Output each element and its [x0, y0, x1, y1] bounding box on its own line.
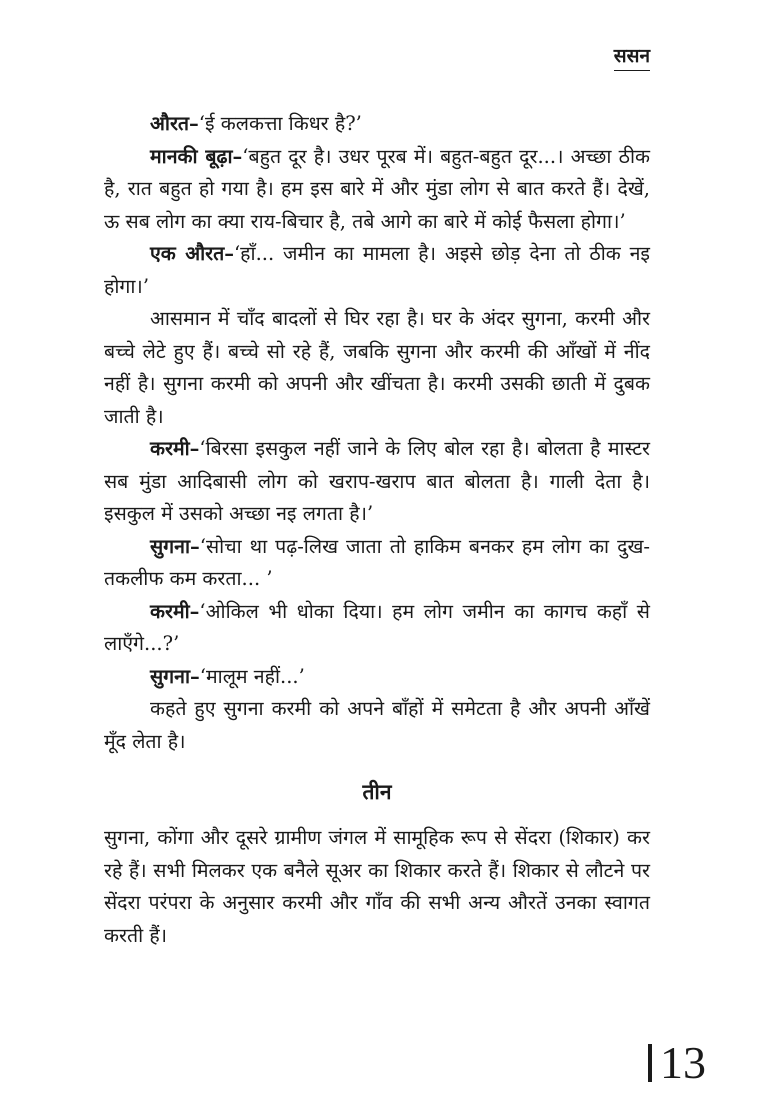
- dialogue-paragraph: [104, 108, 650, 141]
- dialogue-paragraph: [104, 596, 650, 661]
- dialogue-paragraph: [104, 433, 650, 531]
- page-number: [648, 1037, 706, 1088]
- dialogue-paragraph: [104, 531, 650, 596]
- paragraph-text: ‘ओकिल भी धोका दिया। हम लोग जमीन का कागच कहाँ से लाएँगे...?’: [104, 599, 650, 655]
- narration-paragraph: [104, 303, 650, 433]
- speaker-name: सुगना–: [150, 664, 200, 688]
- speaker-name: एक औरत–: [150, 242, 234, 265]
- paragraph-text: ‘मालूम नहीं...’: [199, 664, 305, 688]
- speaker-name: सुगना–: [150, 534, 200, 558]
- dialogue-paragraph: [104, 238, 650, 303]
- dialogue-paragraph: [104, 141, 650, 239]
- speaker-name: करमी–: [150, 599, 200, 623]
- paragraph-text: ‘सोचा था पढ़-लिख जाता तो हाकिम बनकर हम लोग का दुख-तकलीफ कम करता... ’: [104, 534, 650, 590]
- dialogue-paragraph: [104, 661, 650, 694]
- paragraph-text: आसमान में चाँद बादलों से घिर रहा है। घर के अंदर सुगना, करमी और बच्चे लेटे हुए हैं। बच्चे सो रहे हैं, जबकि सुगना और करमी की आँखों में नींद नहीं है। सुगना करमी को अपनी और खींचता है। करमी उसकी छाती में दुबक जाती है।: [104, 307, 650, 428]
- page-body: [104, 108, 650, 952]
- section-heading: तीन: [362, 779, 392, 804]
- section-paragraph: सुगना, कोंगा और दूसरे ग्रामीण जंगल में सामूहिक रूप से सेंदरा (शिकार) कर रहे हैं। सभी मिलकर एक बनैले सूअर का शिकार करते हैं। शिकार से लौटने पर सेंदरा परंपरा के अनुसार करमी और गाँव की सभी अन्य औरतें उनका स्वागत करती हैं।: [104, 826, 650, 947]
- paragraph-text: ‘हाँ... जमीन का मामला है। अइसे छोड़ देना तो ठीक नइ होगा।’: [104, 242, 650, 298]
- paragraph-text: ‘बिरसा इसकुल नहीं जाने के लिए बोल रहा है। बोलता है मास्टर सब मुंडा आदिबासी लोग को खराप-खराप बात बोलता है। गाली देता है। इसकुल में उसको अच्छा नइ लगता है।’: [104, 437, 650, 525]
- folio-bar-divider: [648, 1044, 652, 1082]
- page-number-text: 13: [660, 1037, 706, 1088]
- speaker-name: मानकी बूढ़ा–: [150, 144, 243, 168]
- paragraph-text: ‘बहुत दूर है। उधर पूरब में। बहुत-बहुत दूर...। अच्छा ठीक है, रात बहुत हो गया है। हम इस बारे में और मुंडा लोग से बात करते हैं। देखें, ऊ सब लोग का क्या राय-बिचार है, तबे आगे का बारे में कोई फैसला होगा।’: [104, 144, 650, 233]
- speaker-name: करमी–: [150, 437, 200, 460]
- paragraph-text: कहते हुए सुगना करमी को अपने बाँहों में समेटता है और अपनी आँखें मूँद लेता है।: [104, 697, 650, 753]
- narration-paragraph: [104, 693, 650, 758]
- paragraph-text: ‘ई कलकत्ता किधर है?’: [198, 112, 362, 135]
- running-head: ससन: [614, 42, 650, 71]
- speaker-name: औरत–: [150, 112, 199, 135]
